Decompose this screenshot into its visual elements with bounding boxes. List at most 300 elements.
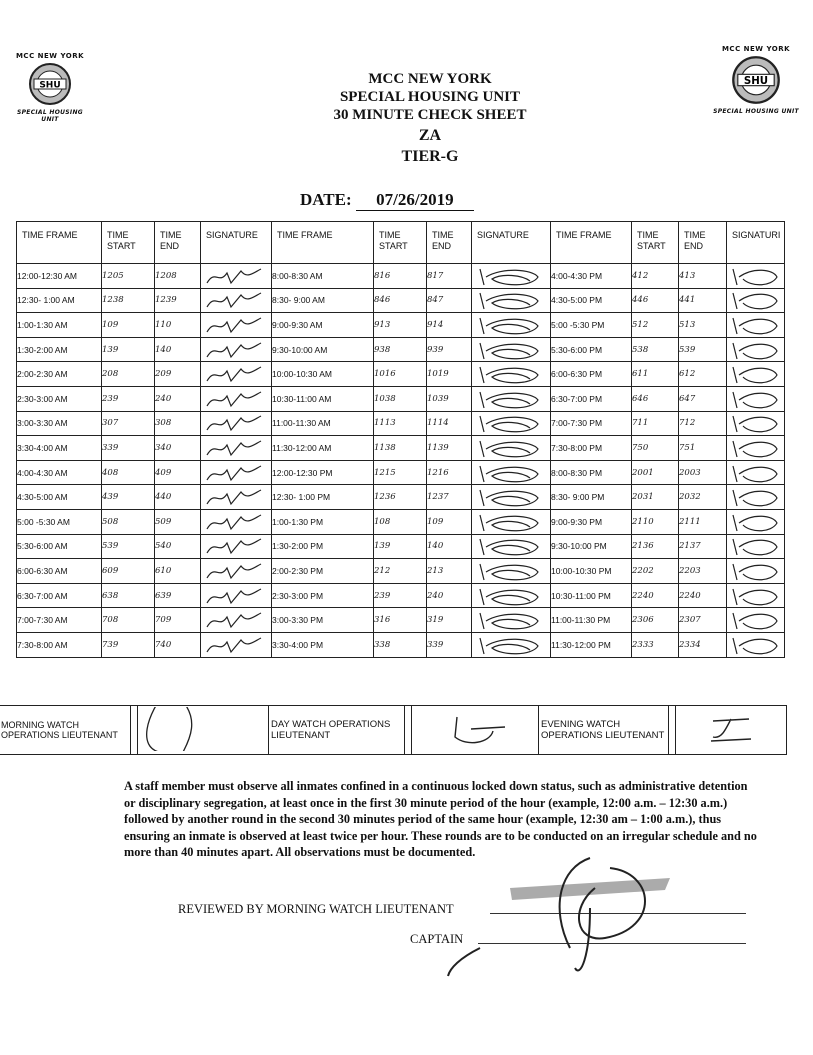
handwritten-signature [472, 437, 550, 459]
morning-time-start: 439 [102, 485, 155, 510]
morning-time-start: 1238 [102, 288, 155, 313]
evening-watch-label: EVENING WATCH OPERATIONS LIEUTENANT [539, 706, 669, 755]
morning-time-start: 739 [102, 632, 155, 657]
handwritten-signature [201, 265, 271, 287]
col-time-frame: TIME FRAME [17, 222, 102, 264]
handwritten-signature [201, 486, 271, 508]
logo-top-text: MCC NEW YORK [15, 52, 85, 60]
morning-signature [201, 583, 272, 608]
evening-time-frame: 5:30-6:00 PM [551, 337, 632, 362]
evening-time-frame: 10:00-10:30 PM [551, 559, 632, 584]
col-time-end: TIME END [427, 222, 472, 264]
evening-signature [727, 632, 785, 657]
day-watch-signature [412, 706, 539, 755]
handwritten-signature [472, 560, 550, 582]
evening-time-frame: 10:30-11:00 PM [551, 583, 632, 608]
handwritten-signature [727, 462, 782, 484]
handwritten-signature [201, 314, 271, 336]
evening-time-end: 647 [679, 386, 727, 411]
handwritten-signature [435, 709, 515, 749]
day-time-start: 1038 [374, 386, 427, 411]
morning-signature [201, 509, 272, 534]
day-signature [472, 386, 551, 411]
table-row [17, 608, 785, 633]
handwritten-signature [727, 486, 782, 508]
morning-time-start: 638 [102, 583, 155, 608]
day-time-end: 319 [427, 608, 472, 633]
evening-signature [727, 534, 785, 559]
handwritten-signature [201, 535, 271, 557]
morning-signature [201, 632, 272, 657]
handwritten-signature [201, 412, 271, 434]
evening-time-end: 612 [679, 362, 727, 387]
evening-time-start: 711 [632, 411, 679, 436]
evening-time-end: 2203 [679, 559, 727, 584]
evening-time-start: 646 [632, 386, 679, 411]
evening-time-frame: 4:30-5:00 PM [551, 288, 632, 313]
day-time-start: 846 [374, 288, 427, 313]
evening-time-end: 2032 [679, 485, 727, 510]
evening-time-start: 2202 [632, 559, 679, 584]
day-time-end: 1039 [427, 386, 472, 411]
morning-time-frame: 2:30-3:00 AM [17, 386, 102, 411]
morning-time-frame: 3:00-3:30 AM [17, 411, 102, 436]
evening-time-start: 538 [632, 337, 679, 362]
morning-time-frame: 3:30-4:00 AM [17, 436, 102, 461]
date-row [300, 190, 560, 211]
day-time-start: 316 [374, 608, 427, 633]
handwritten-signature [727, 388, 782, 410]
handwritten-signature [727, 634, 782, 656]
evening-signature [727, 264, 785, 289]
morning-time-frame: 5:30-6:00 AM [17, 534, 102, 559]
day-signature [472, 411, 551, 436]
day-signature [472, 509, 551, 534]
table-row [17, 337, 785, 362]
col-time-end: TIME END [155, 222, 201, 264]
check-table-body [17, 264, 785, 658]
day-time-frame: 12:30- 1:00 PM [272, 485, 374, 510]
table-row [17, 632, 785, 657]
morning-time-end: 540 [155, 534, 201, 559]
handwritten-signature [727, 265, 782, 287]
day-time-frame: 8:00-8:30 AM [272, 264, 374, 289]
col-time-start: TIME START [374, 222, 427, 264]
day-time-start: 212 [374, 559, 427, 584]
morning-time-end: 610 [155, 559, 201, 584]
morning-time-start: 1205 [102, 264, 155, 289]
day-signature [472, 460, 551, 485]
logo-bottom-text: SPECIAL HOUSING UNIT [16, 109, 83, 123]
handwritten-signature [472, 634, 550, 656]
handwritten-signature [472, 462, 550, 484]
handwritten-signature [472, 339, 550, 361]
handwritten-signature [201, 437, 271, 459]
morning-signature [201, 485, 272, 510]
morning-signature [201, 337, 272, 362]
morning-signature [201, 534, 272, 559]
morning-time-end: 740 [155, 632, 201, 657]
day-time-frame: 11:00-11:30 AM [272, 411, 374, 436]
evening-time-end: 2111 [679, 509, 727, 534]
col-time-start: TIME START [632, 222, 679, 264]
evening-time-frame: 6:00-6:30 PM [551, 362, 632, 387]
morning-time-frame: 4:30-5:00 AM [17, 485, 102, 510]
day-time-start: 239 [374, 583, 427, 608]
handwritten-signature [472, 363, 550, 385]
morning-time-end: 340 [155, 436, 201, 461]
evening-time-end: 2240 [679, 583, 727, 608]
evening-time-frame: 11:30-12:00 PM [551, 632, 632, 657]
table-row [17, 411, 785, 436]
handwritten-signature [201, 560, 271, 582]
evening-signature [727, 583, 785, 608]
logo-left [10, 52, 90, 123]
handwritten-signature [201, 511, 271, 533]
day-time-frame: 12:00-12:30 PM [272, 460, 374, 485]
morning-time-frame: 1:30-2:00 AM [17, 337, 102, 362]
day-signature [472, 583, 551, 608]
morning-time-frame: 4:00-4:30 AM [17, 460, 102, 485]
day-time-start: 1236 [374, 485, 427, 510]
day-time-end: 1139 [427, 436, 472, 461]
evening-time-end: 2003 [679, 460, 727, 485]
day-time-start: 139 [374, 534, 427, 559]
handwritten-signature [201, 363, 271, 385]
morning-time-frame: 12:00-12:30 AM [17, 264, 102, 289]
day-signature [472, 632, 551, 657]
day-time-start: 1138 [374, 436, 427, 461]
day-signature [472, 436, 551, 461]
evening-time-start: 2110 [632, 509, 679, 534]
evening-signature [727, 362, 785, 387]
day-time-end: 817 [427, 264, 472, 289]
morning-time-start: 307 [102, 411, 155, 436]
handwritten-signature [472, 609, 550, 631]
evening-signature [727, 559, 785, 584]
evening-time-start: 611 [632, 362, 679, 387]
title-line-2: SPECIAL HOUSING UNIT [339, 89, 521, 105]
morning-watch-label: MORNING WATCH OPERATIONS LIEUTENANT [0, 706, 131, 755]
evening-time-frame: 7:30-8:00 PM [551, 436, 632, 461]
date-label: DATE: [300, 190, 352, 209]
table-row [17, 485, 785, 510]
morning-time-start: 239 [102, 386, 155, 411]
morning-time-frame: 1:00-1:30 AM [17, 313, 102, 338]
morning-time-frame: 7:00-7:30 AM [17, 608, 102, 633]
morning-signature [201, 608, 272, 633]
morning-time-frame: 5:00 -5:30 AM [17, 509, 102, 534]
evening-time-frame: 7:00-7:30 PM [551, 411, 632, 436]
day-signature [472, 313, 551, 338]
day-time-end: 1019 [427, 362, 472, 387]
evening-time-end: 712 [679, 411, 727, 436]
day-time-frame: 2:00-2:30 PM [272, 559, 374, 584]
table-row [17, 386, 785, 411]
day-time-end: 847 [427, 288, 472, 313]
morning-signature [201, 460, 272, 485]
evening-time-frame: 4:00-4:30 PM [551, 264, 632, 289]
handwritten-signature [472, 412, 550, 434]
evening-time-frame: 8:30- 9:00 PM [551, 485, 632, 510]
handwritten-signature [727, 437, 782, 459]
captain-label: CAPTAIN [410, 932, 464, 946]
handwritten-signature [727, 560, 782, 582]
captain-signature [440, 848, 680, 988]
morning-signature [201, 288, 272, 313]
table-row [17, 559, 785, 584]
evening-time-end: 2137 [679, 534, 727, 559]
evening-time-frame: 5:00 -5:30 PM [551, 313, 632, 338]
morning-time-end: 1208 [155, 264, 201, 289]
morning-time-start: 708 [102, 608, 155, 633]
table-row [17, 534, 785, 559]
day-time-start: 816 [374, 264, 427, 289]
day-time-end: 1216 [427, 460, 472, 485]
morning-time-start: 339 [102, 436, 155, 461]
day-time-frame: 11:30-12:00 AM [272, 436, 374, 461]
evening-signature [727, 608, 785, 633]
col-time-end: TIME END [679, 222, 727, 264]
title-line-1: MCC NEW YORK [368, 71, 492, 87]
day-watch-label: DAY WATCH OPERATIONS LIEUTENANT [269, 706, 405, 755]
handwritten-signature [727, 535, 782, 557]
day-time-end: 1237 [427, 485, 472, 510]
col-time-start: TIME START [102, 222, 155, 264]
day-time-start: 938 [374, 337, 427, 362]
day-time-frame: 3:30-4:00 PM [272, 632, 374, 657]
evening-time-end: 751 [679, 436, 727, 461]
col-signature: SIGNATURI [727, 222, 785, 264]
day-time-end: 939 [427, 337, 472, 362]
seal-icon [28, 62, 72, 106]
day-time-frame: 3:00-3:30 PM [272, 608, 374, 633]
table-row [17, 460, 785, 485]
evening-time-frame: 6:30-7:00 PM [551, 386, 632, 411]
handwritten-signature [201, 339, 271, 361]
evening-signature [727, 386, 785, 411]
morning-signature [201, 436, 272, 461]
morning-time-frame: 7:30-8:00 AM [17, 632, 102, 657]
evening-time-start: 2031 [632, 485, 679, 510]
morning-time-end: 308 [155, 411, 201, 436]
title-line-5: TIER-G [401, 148, 459, 165]
logo-badge-text: SHU [743, 75, 769, 87]
evening-signature [727, 337, 785, 362]
logo-badge-text: SHU [39, 80, 61, 91]
evening-time-start: 512 [632, 313, 679, 338]
day-signature [472, 559, 551, 584]
day-time-start: 108 [374, 509, 427, 534]
day-time-end: 240 [427, 583, 472, 608]
morning-signature [201, 411, 272, 436]
handwritten-signature [139, 707, 259, 751]
day-time-frame: 8:30- 9:00 AM [272, 288, 374, 313]
logo-bottom-text: SPECIAL HOUSING UNIT [713, 108, 799, 115]
day-time-end: 109 [427, 509, 472, 534]
handwritten-signature [201, 388, 271, 410]
evening-signature [727, 411, 785, 436]
handwritten-signature [201, 462, 271, 484]
morning-time-frame: 6:00-6:30 AM [17, 559, 102, 584]
watch-signoff-table [0, 705, 787, 755]
logo-right [708, 45, 804, 115]
evening-time-frame: 9:00-9:30 PM [551, 509, 632, 534]
evening-time-end: 539 [679, 337, 727, 362]
day-time-frame: 9:30-10:00 AM [272, 337, 374, 362]
handwritten-signature [472, 511, 550, 533]
handwritten-signature [727, 339, 782, 361]
morning-time-end: 409 [155, 460, 201, 485]
evening-time-start: 2240 [632, 583, 679, 608]
handwritten-signature [472, 388, 550, 410]
col-signature: SIGNATURE [201, 222, 272, 264]
logo-top-text: MCC NEW YORK [721, 45, 791, 53]
evening-time-frame: 9:30-10:00 PM [551, 534, 632, 559]
handwritten-signature [727, 314, 782, 336]
handwritten-signature [201, 634, 271, 656]
evening-signature [727, 509, 785, 534]
evening-time-end: 413 [679, 264, 727, 289]
day-signature [472, 337, 551, 362]
day-time-start: 913 [374, 313, 427, 338]
handwritten-signature [727, 289, 782, 311]
table-row [17, 264, 785, 289]
evening-time-start: 2333 [632, 632, 679, 657]
evening-time-start: 2136 [632, 534, 679, 559]
morning-time-end: 240 [155, 386, 201, 411]
day-signature [472, 485, 551, 510]
day-time-end: 914 [427, 313, 472, 338]
morning-time-end: 509 [155, 509, 201, 534]
evening-signature [727, 313, 785, 338]
evening-time-frame: 8:00-8:30 PM [551, 460, 632, 485]
check-table [16, 221, 785, 658]
table-row [17, 436, 785, 461]
evening-time-frame: 11:00-11:30 PM [551, 608, 632, 633]
morning-time-end: 140 [155, 337, 201, 362]
evening-time-start: 2001 [632, 460, 679, 485]
evening-time-start: 2306 [632, 608, 679, 633]
handwritten-signature [472, 535, 550, 557]
day-time-end: 140 [427, 534, 472, 559]
evening-time-start: 412 [632, 264, 679, 289]
day-time-start: 1113 [374, 411, 427, 436]
handwritten-signature [727, 585, 782, 607]
day-time-start: 1016 [374, 362, 427, 387]
policy-notice: A staff member must observe all inmates confined in a continuous locked down status, such as administrative detention or disciplinary segregation, at least once in the first 30 minute period of the hour (example, 12:00 a.m. – 12:30 a.m.) followed by another round in the second 30 minutes period of the same hour (example, 12:30 am – 1:00 a.m.), thus ensuring an inmate is observed at least twice per hour. These rounds are to be conducted on an irregular schedule and no more than 40 minutes apart. All observations must be documented. [124, 779, 757, 859]
col-time-frame: TIME FRAME [272, 222, 374, 264]
day-time-end: 339 [427, 632, 472, 657]
title-line-4: ZA [418, 127, 442, 144]
morning-signature [201, 313, 272, 338]
morning-signature [201, 559, 272, 584]
day-time-frame: 10:00-10:30 AM [272, 362, 374, 387]
morning-time-start: 539 [102, 534, 155, 559]
table-row [17, 313, 785, 338]
morning-time-start: 208 [102, 362, 155, 387]
morning-time-end: 1239 [155, 288, 201, 313]
handwritten-signature [472, 289, 550, 311]
title-line-3: 30 MINUTE CHECK SHEET [333, 107, 527, 123]
morning-time-frame: 2:00-2:30 AM [17, 362, 102, 387]
day-time-frame: 10:30-11:00 AM [272, 386, 374, 411]
evening-time-end: 441 [679, 288, 727, 313]
handwritten-signature [201, 289, 271, 311]
date-value: 07/26/2019 [356, 190, 474, 211]
evening-time-end: 2334 [679, 632, 727, 657]
morning-time-end: 110 [155, 313, 201, 338]
handwritten-signature [201, 585, 271, 607]
morning-time-frame: 6:30-7:00 AM [17, 583, 102, 608]
morning-time-start: 109 [102, 313, 155, 338]
morning-time-end: 209 [155, 362, 201, 387]
table-row [17, 509, 785, 534]
morning-signature [201, 386, 272, 411]
col-signature: SIGNATURE [472, 222, 551, 264]
morning-time-frame: 12:30- 1:00 AM [17, 288, 102, 313]
day-signature [472, 362, 551, 387]
handwritten-signature [201, 609, 271, 631]
morning-time-start: 609 [102, 559, 155, 584]
morning-signature [201, 362, 272, 387]
morning-time-start: 408 [102, 460, 155, 485]
handwritten-signature [472, 314, 550, 336]
day-time-frame: 1:30-2:00 PM [272, 534, 374, 559]
evening-signature [727, 485, 785, 510]
morning-time-start: 508 [102, 509, 155, 534]
day-time-start: 338 [374, 632, 427, 657]
handwritten-signature [472, 265, 550, 287]
morning-time-start: 139 [102, 337, 155, 362]
handwritten-signature [727, 363, 782, 385]
day-signature [472, 288, 551, 313]
evening-time-start: 750 [632, 436, 679, 461]
day-time-end: 1114 [427, 411, 472, 436]
morning-watch-signature [138, 706, 269, 755]
seal-icon [731, 55, 781, 105]
morning-time-end: 440 [155, 485, 201, 510]
handwritten-signature [472, 486, 550, 508]
evening-time-end: 2307 [679, 608, 727, 633]
handwritten-signature [691, 709, 771, 749]
day-time-frame: 9:00-9:30 AM [272, 313, 374, 338]
table-row [17, 288, 785, 313]
handwritten-signature [727, 412, 782, 434]
evening-time-start: 446 [632, 288, 679, 313]
reviewed-label: REVIEWED BY MORNING WATCH LIEUTENANT [178, 902, 454, 916]
day-signature [472, 534, 551, 559]
table-row [17, 362, 785, 387]
morning-time-end: 709 [155, 608, 201, 633]
handwritten-signature [472, 585, 550, 607]
evening-signature [727, 436, 785, 461]
day-time-end: 213 [427, 559, 472, 584]
handwritten-signature [727, 511, 782, 533]
day-signature [472, 264, 551, 289]
evening-time-end: 513 [679, 313, 727, 338]
day-signature [472, 608, 551, 633]
evening-watch-signature [676, 706, 787, 755]
morning-time-end: 639 [155, 583, 201, 608]
evening-signature [727, 288, 785, 313]
evening-signature [727, 460, 785, 485]
morning-signature [201, 264, 272, 289]
table-row [17, 583, 785, 608]
col-time-frame: TIME FRAME [551, 222, 632, 264]
day-time-frame: 1:00-1:30 PM [272, 509, 374, 534]
handwritten-signature [727, 609, 782, 631]
